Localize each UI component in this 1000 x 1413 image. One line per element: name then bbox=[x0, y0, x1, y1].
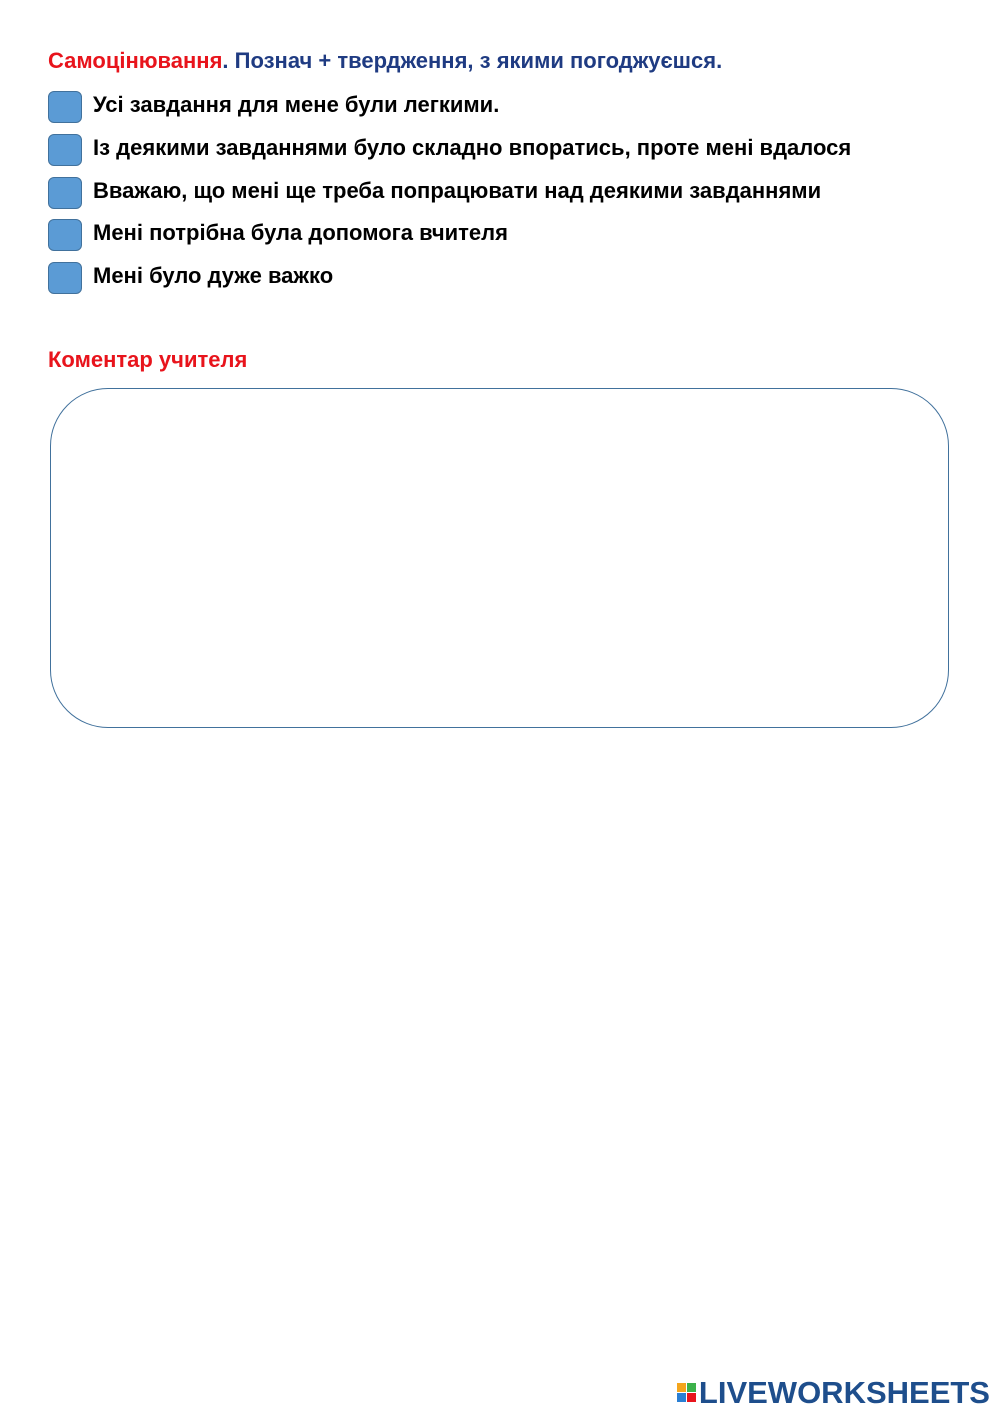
statement-checkbox[interactable] bbox=[48, 134, 82, 166]
page-heading bbox=[48, 48, 722, 74]
statement-item bbox=[48, 218, 508, 252]
statement-item bbox=[48, 133, 851, 167]
statement-label: Із деякими завданнями було складно впоратись, проте мені вдалося bbox=[93, 135, 852, 160]
statement-label: Мені було дуже важко bbox=[93, 263, 334, 288]
liveworksheets-logo-icon bbox=[677, 1383, 696, 1402]
statement-checkbox[interactable] bbox=[48, 219, 82, 251]
heading-instruction: Познач + твердження, з якими погоджуєшся. bbox=[228, 48, 723, 73]
statement-item bbox=[48, 176, 821, 210]
liveworksheets-brand bbox=[677, 1377, 990, 1408]
heading-dot: . bbox=[222, 48, 229, 73]
statement-label: Вважаю, що мені ще треба попрацювати над деякими завданнями bbox=[93, 178, 822, 203]
statement-label: Усі завдання для мене були легкими. bbox=[93, 92, 500, 117]
statement-checkbox[interactable] bbox=[48, 177, 82, 209]
brand-text: LIVEWORKSHEETS bbox=[698, 1375, 990, 1410]
teacher-comment-title: Коментар учителя bbox=[48, 347, 248, 372]
statement-checkbox[interactable] bbox=[48, 91, 82, 123]
statement-label: Мені потрібна була допомога вчителя bbox=[93, 220, 508, 245]
heading-title: Самоцінювання bbox=[48, 48, 223, 73]
statement-checkbox[interactable] bbox=[48, 262, 82, 294]
statement-item bbox=[48, 90, 499, 124]
teacher-comment-box[interactable] bbox=[50, 388, 949, 728]
statement-item bbox=[48, 261, 333, 295]
